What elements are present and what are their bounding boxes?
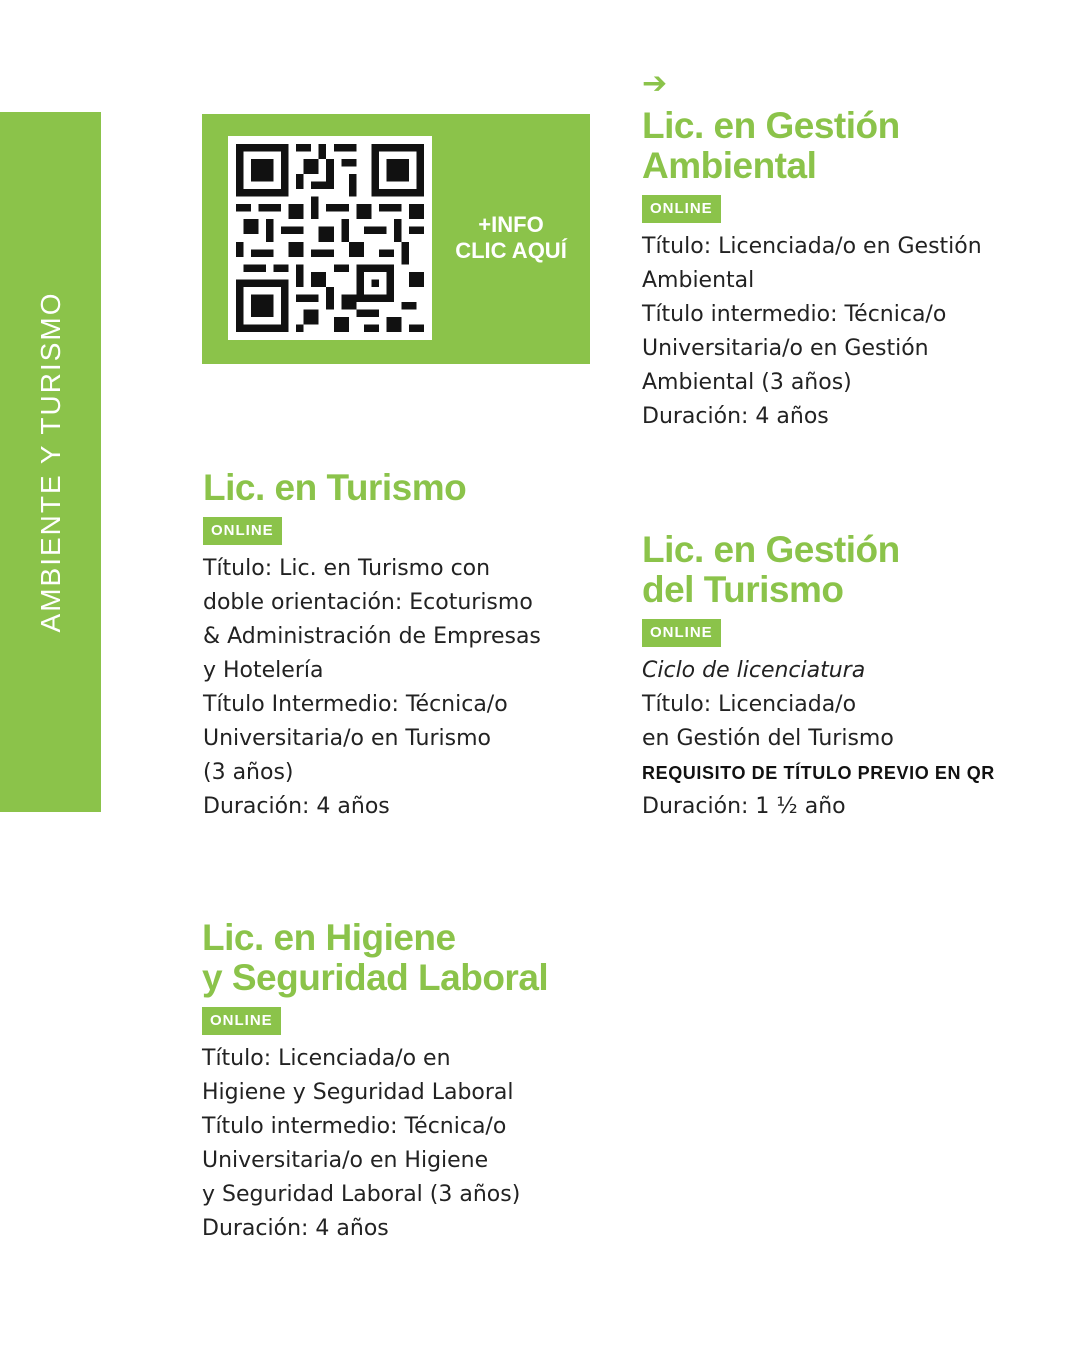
program-title: [642, 530, 995, 610]
detail-line: Título intermedio: Técnica/o: [642, 302, 947, 327]
program-details: [203, 552, 541, 824]
detail-line: Título Intermedio: Técnica/o: [203, 692, 508, 717]
program-details: [642, 230, 982, 434]
detail-line: Universitaria/o en Turismo: [203, 726, 491, 751]
detail-line: y Hotelería: [203, 658, 324, 683]
detail-line: Ambiental: [642, 268, 755, 293]
detail-line: Título: Lic. en Turismo con: [203, 556, 491, 581]
qr-code-frame: [228, 136, 432, 340]
program-title-line: del Turismo: [642, 569, 844, 610]
program-title-line: Lic. en Turismo: [203, 467, 467, 508]
program-gestion-ambiental: [642, 106, 982, 434]
program-gestion-turismo: [642, 530, 995, 824]
detail-line: Título: Licenciada/o en Gestión: [642, 234, 982, 259]
program-title-line: Lic. en Higiene: [202, 917, 456, 958]
detail-line: Duración: 4 años: [642, 404, 829, 429]
online-badge: ONLINE: [642, 195, 721, 223]
requirement-note: REQUISITO DE TÍTULO PREVIO EN QR: [642, 763, 995, 783]
detail-line: Título intermedio: Técnica/o: [202, 1114, 507, 1139]
program-details: [642, 654, 995, 824]
arrow-right-icon: ➔: [642, 66, 668, 101]
qr-cta-line-1: +INFO: [478, 212, 544, 237]
program-title: [642, 106, 982, 186]
online-badge: ONLINE: [642, 619, 721, 647]
category-side-tab: [0, 112, 101, 812]
qr-info-box[interactable]: [202, 114, 590, 364]
online-badge: ONLINE: [203, 517, 282, 545]
detail-line: Título: Licenciada/o: [642, 692, 857, 717]
detail-line: Título: Licenciada/o en: [202, 1046, 451, 1071]
detail-line: Duración: 4 años: [202, 1216, 389, 1241]
detail-line: Duración: 4 años: [203, 794, 390, 819]
online-badge: ONLINE: [202, 1007, 281, 1035]
qr-code-icon[interactable]: [236, 144, 424, 332]
detail-line: Higiene y Seguridad Laboral: [202, 1080, 514, 1105]
program-title-line: Ambiental: [642, 145, 817, 186]
program-title-line: y Seguridad Laboral: [202, 957, 549, 998]
detail-line: y Seguridad Laboral (3 años): [202, 1182, 521, 1207]
detail-line: doble orientación: Ecoturismo: [203, 590, 533, 615]
detail-line: Universitaria/o en Gestión: [642, 336, 929, 361]
detail-line: Universitaria/o en Higiene: [202, 1148, 489, 1173]
program-title-line: Lic. en Gestión: [642, 529, 900, 570]
detail-line: Duración: 1 ½ año: [642, 794, 846, 819]
detail-line: & Administración de Empresas: [203, 624, 541, 649]
program-details: [202, 1042, 548, 1246]
detail-line: (3 años): [203, 760, 294, 785]
program-turismo: [203, 468, 541, 824]
detail-line: Ciclo de licenciatura: [642, 658, 866, 683]
program-title: [202, 918, 548, 998]
detail-line: Ambiental (3 años): [642, 370, 852, 395]
program-higiene-seguridad: [202, 918, 548, 1246]
category-label: AMBIENTE Y TURISMO: [34, 291, 66, 633]
qr-cta-line-2: CLIC AQUÍ: [455, 238, 567, 263]
program-title: [203, 468, 541, 508]
qr-cta-text[interactable]: [444, 212, 578, 264]
program-title-line: Lic. en Gestión: [642, 105, 900, 146]
detail-line: en Gestión del Turismo: [642, 726, 894, 751]
